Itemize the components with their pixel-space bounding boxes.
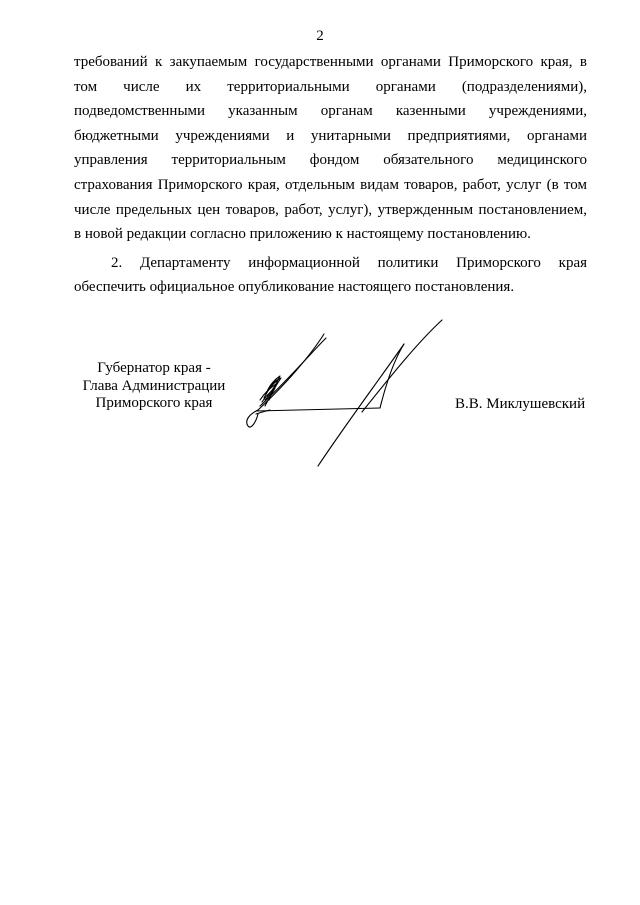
paragraph-1-line: числе предельных цен товаров, работ, услуг), утвержденным постановлением, [74,201,587,218]
paragraph-1-line: страхования Приморского края, отдельным видам товаров, работ, услуг (в том [74,176,587,193]
signatory-name: В.В. Миклушевский [455,396,586,412]
signatory-title-line: Глава Администрации [82,377,226,394]
signatory-title-line: Губернатор края - [97,360,211,376]
signatory-title-line: Приморского края [95,395,213,411]
paragraph-2-line: 2. Департаменту информационной политики Приморского края [111,254,587,271]
handwritten-signature [236,314,448,470]
paragraph-1-line: требований к закупаемым государственными органами Приморского края, в [74,54,587,70]
paragraph-1-line: бюджетными учреждениями и унитарными предприятиями, органами [74,127,587,144]
paragraph-1-line: управления территориальным фондом обязательного медицинского [74,152,587,169]
paragraph-2-line: обеспечить официальное опубликование настоящего постановления. [74,279,515,296]
document-body [74,50,587,300]
paragraph-1 [74,50,587,247]
signatory-title [74,360,234,413]
paragraph-1-line: в новой редакции согласно приложению к настоящему постановлению. [74,226,531,243]
paragraph-1-line: подведомственными указанным органам казенными учреждениями, [74,103,587,120]
paragraph-1-line: том числе их территориальными органами (подразделениями), [74,78,587,95]
page-number: 2 [316,28,324,44]
paragraph-2 [74,251,587,300]
